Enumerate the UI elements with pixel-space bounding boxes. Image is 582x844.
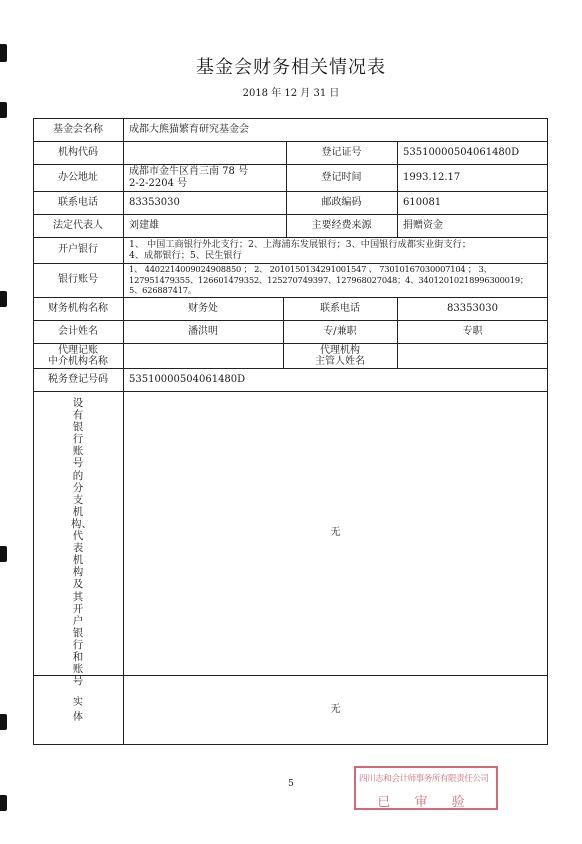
agent-manager-value bbox=[397, 343, 548, 368]
registration-time-label: 登记时间 bbox=[321, 171, 362, 183]
phone-label: 联系电话 bbox=[58, 196, 98, 208]
agent-label-line: 中介机构名称 bbox=[48, 355, 108, 367]
accountant-label: 会计姓名 bbox=[58, 325, 98, 337]
branches-label: 设有银行账号的分支机构、代表机构及其开户银行和账号 bbox=[71, 397, 92, 688]
finance-org-value: 财务处 bbox=[188, 302, 218, 314]
account-line: 1、 4402214009024908850 ； 2、 2010150134291001547 、 73010167030007104 ； 3、 bbox=[129, 264, 492, 275]
bank-value bbox=[123, 237, 548, 263]
agent-bookkeeping-value bbox=[123, 343, 283, 368]
tax-registration-label: 税务登记号码 bbox=[48, 373, 108, 385]
account-value bbox=[123, 263, 548, 297]
account-line: 5、626887417。 bbox=[129, 285, 196, 296]
bank-line: 4、成都银行；5、民生银行 bbox=[129, 250, 242, 261]
office-address-line: 成都市金牛区肖三南 78 号 bbox=[129, 165, 249, 177]
account-label: 银行账号 bbox=[58, 274, 98, 285]
stamp-verified-text: 已 审 验 bbox=[377, 795, 475, 810]
finance-phone-label: 联系电话 bbox=[320, 302, 360, 314]
binder-hole-mark bbox=[0, 546, 7, 562]
bank-line: 1、 中国工商银行外北支行；2、上海浦东发展银行；3、中国银行成都实业街支行； bbox=[129, 239, 472, 250]
funding-source-value: 捐赠资金 bbox=[403, 219, 443, 231]
foundation-name-value: 成都大熊猫繁育研究基金会 bbox=[129, 123, 249, 135]
office-address-label: 办公地址 bbox=[58, 171, 98, 183]
binder-hole-mark bbox=[0, 102, 7, 118]
foundation-name-label: 基金会名称 bbox=[53, 123, 103, 135]
entity-value: 无 bbox=[330, 703, 341, 715]
agent-manager-label-line: 主管人姓名 bbox=[315, 355, 365, 367]
agent-manager-label bbox=[283, 343, 397, 368]
postcode-value: 610081 bbox=[403, 196, 442, 208]
bank-label: 开户银行 bbox=[58, 244, 98, 255]
report-date: 2018 年 12 月 31 日 bbox=[242, 88, 340, 99]
agent-manager-label-line: 代理机构 bbox=[320, 344, 360, 356]
legal-representative-label: 法定代表人 bbox=[53, 219, 103, 231]
accountant-value: 潘洪明 bbox=[188, 325, 218, 337]
binder-hole-mark bbox=[0, 795, 7, 811]
entity-label-char: 实 bbox=[73, 696, 83, 708]
funding-source-label: 主要经费来源 bbox=[311, 219, 372, 231]
registration-time-value: 1993.12.17 bbox=[403, 171, 461, 183]
finance-org-label: 财务机构名称 bbox=[48, 302, 108, 314]
employment-type-value: 专职 bbox=[462, 325, 483, 337]
legal-representative-value: 刘建雄 bbox=[129, 219, 159, 231]
office-address-value bbox=[123, 164, 286, 191]
office-address-line: 2-2-2204 号 bbox=[129, 177, 188, 189]
branches-value: 无 bbox=[330, 527, 341, 538]
stamp-firm-name: 四川志和会计师事务所有限责任公司 bbox=[359, 774, 489, 784]
org-code-label: 机构代码 bbox=[58, 146, 98, 158]
employment-type-label: 专/兼职 bbox=[323, 325, 357, 337]
agent-bookkeeping-label bbox=[33, 343, 123, 368]
audit-stamp bbox=[354, 766, 498, 810]
postcode-label: 邮政编码 bbox=[321, 196, 362, 208]
finance-phone-value: 83353030 bbox=[447, 302, 498, 314]
binder-hole-mark bbox=[0, 291, 7, 307]
entity-label bbox=[33, 675, 123, 744]
binder-hole-mark bbox=[0, 714, 7, 730]
phone-value: 83353030 bbox=[129, 196, 180, 208]
finance-info-table bbox=[33, 118, 548, 744]
entity-label-char: 体 bbox=[73, 711, 83, 723]
page-number: 5 bbox=[288, 779, 294, 789]
page-title: 基金会财务相关情况表 bbox=[196, 57, 386, 78]
registration-number-label: 登记证号 bbox=[321, 146, 362, 158]
account-line: 127951479355、126601479352、125270749397、127968027048；4、34012010218996300019； bbox=[129, 274, 529, 285]
tax-registration-value: 53510000504061480D bbox=[129, 373, 246, 385]
registration-number-value: 53510000504061480D bbox=[403, 146, 520, 158]
agent-label-line: 代理记账 bbox=[58, 344, 98, 356]
org-code-value bbox=[123, 141, 286, 164]
